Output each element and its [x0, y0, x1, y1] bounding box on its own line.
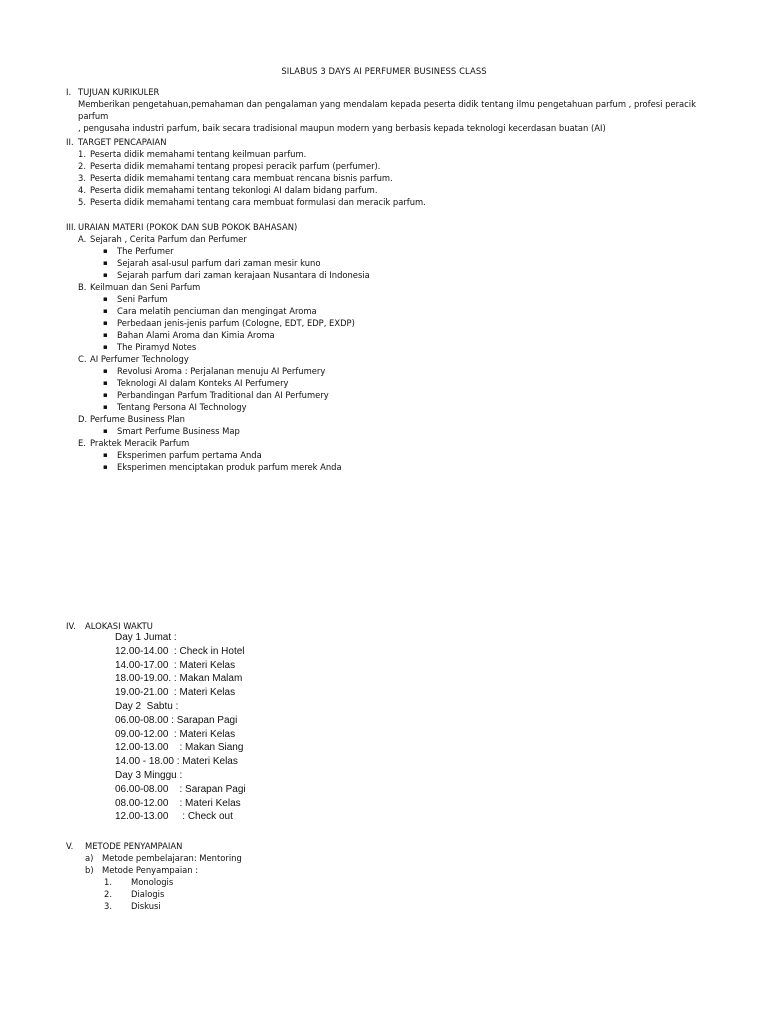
section-number: V.	[66, 841, 74, 851]
bullet-text: Perbandingan Parfum Traditional dan AI Perfumery	[117, 390, 329, 400]
bullet-text: Sejarah parfum dari zaman kerajaan Nusantara di Indonesia	[117, 270, 370, 280]
materi-bullet-item	[78, 293, 370, 305]
materi-group-heading	[78, 437, 370, 449]
subitem-text: Monologis	[131, 877, 174, 887]
materi-group-heading	[78, 281, 370, 293]
bullet-text: Eksperimen menciptakan produk parfum merek Anda	[117, 462, 342, 472]
group-letter: A.	[78, 234, 87, 244]
bullet-text: Revolusi Aroma : Perjalanan menuju AI Perfumery	[117, 366, 326, 376]
subitem-number: 1.	[104, 877, 112, 887]
bullet-text: Perbedaan jenis-jenis parfum (Cologne, EDT, EDP, EXDP)	[117, 318, 355, 328]
item-number: 3.	[78, 173, 86, 183]
group-letter: B.	[78, 282, 87, 292]
group-title: AI Perfumer Technology	[90, 354, 189, 364]
bullet-text: Eksperimen parfum pertama Anda	[117, 450, 262, 460]
item-number: 4.	[78, 185, 86, 195]
materi-bullet-item	[78, 389, 370, 401]
method-letter: b)	[85, 865, 94, 875]
target-item	[78, 160, 426, 172]
method-item-a	[66, 852, 242, 864]
bullet-icon: ▪	[103, 427, 108, 435]
method-text: Metode Penyampaian :	[102, 865, 199, 875]
section-heading: TARGET PENCAPAIAN	[78, 137, 167, 147]
method-item-b	[66, 864, 242, 876]
bullet-icon: ▪	[103, 247, 108, 255]
section-heading: METODE PENYAMPAIAN	[85, 841, 183, 851]
materi-bullet-item	[78, 377, 370, 389]
bullet-icon: ▪	[103, 343, 108, 351]
paragraph-line: Memberikan pengetahuan,pemahaman dan pengalaman yang mendalam kepada peserta didik tentang ilmu pengetahuan parfum , profesi peracik parfum	[78, 99, 696, 121]
section-number: III.	[66, 222, 77, 232]
schedule-line: 19.00-21.00 : Materi Kelas	[115, 687, 236, 699]
bullet-icon: ▪	[103, 403, 108, 411]
bullet-text: Bahan Alami Aroma dan Kimia Aroma	[117, 330, 275, 340]
bullet-icon: ▪	[103, 271, 108, 279]
section-number: I.	[66, 87, 72, 97]
section-heading: URAIAN MATERI (POKOK DAN SUB POKOK BAHASAN)	[78, 222, 298, 232]
materi-bullet-item	[78, 257, 370, 269]
materi-bullet-item	[78, 461, 370, 473]
bullet-text: Tentang Persona AI Technology	[117, 402, 247, 412]
subitem-text: Dialogis	[131, 889, 165, 899]
materi-group-heading	[78, 413, 370, 425]
materi-bullet-item	[78, 449, 370, 461]
section-uraian-materi	[66, 221, 370, 473]
bullet-icon: ▪	[103, 391, 108, 399]
materi-group-heading	[78, 353, 370, 365]
bullet-icon: ▪	[103, 331, 108, 339]
materi-bullet-item	[78, 365, 370, 377]
schedule-line: 12.00-13.00 : Check out	[115, 811, 233, 823]
subitem-number: 3.	[104, 901, 112, 911]
schedule-line: 09.00-12.00 : Materi Kelas	[115, 728, 236, 740]
section-heading: ALOKASI WAKTU	[85, 621, 153, 631]
bullet-text: Smart Perfume Business Map	[117, 426, 240, 436]
subitem-text: Diskusi	[131, 901, 161, 911]
bullet-text: Sejarah asal-usul parfum dari zaman mesir kuno	[117, 258, 321, 268]
group-letter: E.	[78, 438, 86, 448]
subitem-number: 2.	[104, 889, 112, 899]
bullet-icon: ▪	[103, 295, 108, 303]
target-item	[78, 184, 426, 196]
item-number: 5.	[78, 197, 86, 207]
paragraph-line: , pengusaha industri parfum, baik secara tradisional maupun modern yang berbasis kepada teknologi kecerdasan buatan (AI)	[78, 123, 606, 133]
bullet-icon: ▪	[103, 379, 108, 387]
bullet-text: Seni Parfum	[117, 294, 168, 304]
bullet-icon: ▪	[103, 307, 108, 315]
materi-bullet-item	[78, 317, 370, 329]
materi-bullet-item	[78, 341, 370, 353]
method-letter: a)	[85, 853, 94, 863]
schedule-line: 06.00-08.00 : Sarapan Pagi	[115, 783, 246, 795]
schedule-line: 14.00 - 18.00 : Materi Kelas	[115, 756, 238, 768]
item-text: Peserta didik memahami tentang cara membuat formulasi dan meracik parfum.	[90, 197, 426, 207]
schedule-line: 06.00-08.00 : Sarapan Pagi	[115, 714, 238, 726]
schedule-line: Day 1 Jumat :	[115, 632, 177, 643]
bullet-icon: ▪	[103, 367, 108, 375]
bullet-text: Cara melatih penciuman dan mengingat Aroma	[117, 306, 317, 316]
section-metode-penyampaian	[66, 840, 242, 912]
group-title: Keilmuan dan Seni Parfum	[90, 282, 201, 292]
materi-bullet-item	[78, 329, 370, 341]
schedule-line: 12.00-13.00 : Makan Siang	[115, 742, 244, 754]
section-target-pencapaian	[66, 136, 426, 208]
schedule-line: 14.00-17.00 : Materi Kelas	[115, 659, 236, 671]
group-title: Perfume Business Plan	[90, 414, 185, 424]
document-title: SILABUS 3 DAYS AI PERFUMER BUSINESS CLASS	[281, 66, 487, 76]
target-list	[66, 148, 426, 208]
section-number: IV.	[66, 621, 76, 631]
section-tujuan-kurikuler	[66, 86, 718, 134]
materi-bullet-item	[78, 245, 370, 257]
item-number: 2.	[78, 161, 86, 171]
target-item	[78, 172, 426, 184]
bullet-text: Teknologi AI dalam Konteks AI Perfumery	[117, 378, 289, 388]
group-title: Praktek Meracik Parfum	[90, 438, 190, 448]
item-text: Peserta didik memahami tentang cara membuat rencana bisnis parfum.	[90, 173, 393, 183]
method-subitem	[66, 888, 242, 900]
materi-bullet-item	[78, 269, 370, 281]
group-letter: C.	[78, 354, 87, 364]
group-letter: D.	[78, 414, 88, 424]
materi-bullet-item	[78, 401, 370, 413]
section-number: II.	[66, 137, 74, 147]
section-heading: TUJUAN KURIKULER	[78, 87, 160, 97]
item-text: Peserta didik memahami tentang keilmuan parfum.	[90, 149, 307, 159]
bullet-icon: ▪	[103, 463, 108, 471]
materi-group-heading	[78, 233, 370, 245]
bullet-text: The Piramyd Notes	[117, 342, 197, 352]
materi-bullet-item	[78, 425, 370, 437]
materi-list	[66, 233, 370, 473]
target-item	[78, 148, 426, 160]
method-subitem	[66, 876, 242, 888]
item-text: Peserta didik memahami tentang tekonlogi AI dalam bidang parfum.	[90, 185, 378, 195]
group-title: Sejarah , Cerita Parfum dan Perfumer	[90, 234, 247, 244]
bullet-icon: ▪	[103, 259, 108, 267]
bullet-icon: ▪	[103, 319, 108, 327]
method-sublist	[66, 876, 242, 912]
item-text: Peserta didik memahami tentang propesi peracik parfum (perfumer).	[90, 161, 381, 171]
schedule-line: 08.00-12.00 : Materi Kelas	[115, 797, 241, 809]
bullet-text: The Perfumer	[117, 246, 174, 256]
schedule-line: Day 2 Sabtu :	[115, 700, 179, 712]
materi-bullet-item	[78, 305, 370, 317]
bullet-icon: ▪	[103, 451, 108, 459]
schedule-line: 12.00-14.00 : Check in Hotel	[115, 645, 245, 657]
schedule-line: Day 3 Minggu :	[115, 769, 183, 781]
method-text: Metode pembelajaran: Mentoring	[102, 853, 242, 863]
target-item	[78, 196, 426, 208]
schedule-list	[115, 631, 246, 824]
item-number: 1.	[78, 149, 86, 159]
method-subitem	[66, 900, 242, 912]
schedule-line: 18.00-19.00. : Makan Malam	[115, 673, 243, 685]
